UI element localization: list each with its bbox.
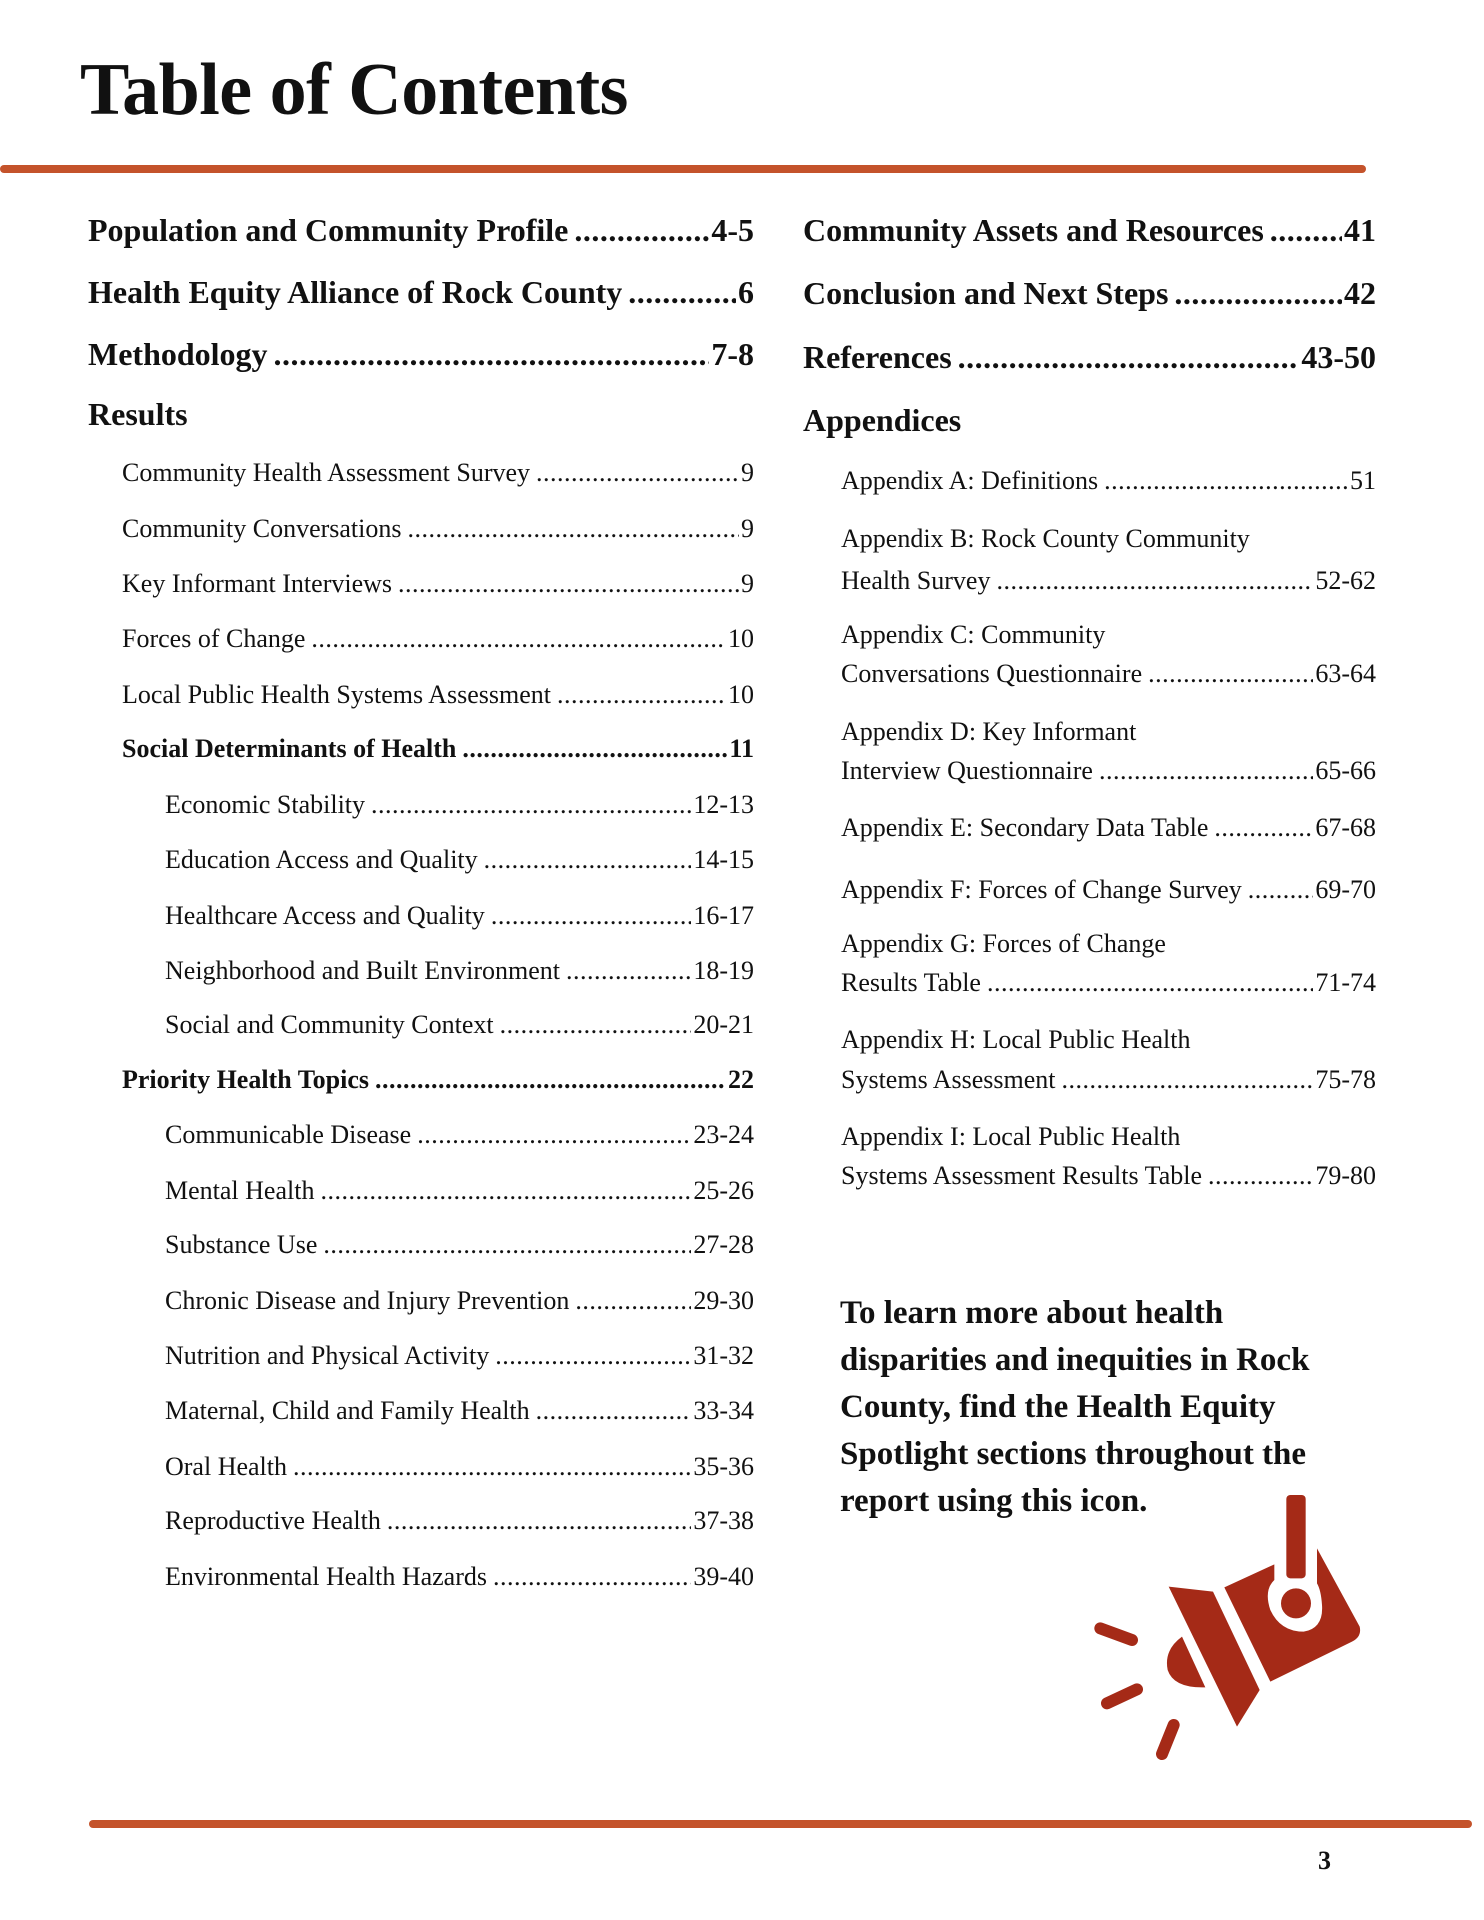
toc-entry-label: Appendix F: Forces of Change Survey [841, 875, 1242, 905]
toc-entry[interactable] [165, 1341, 754, 1373]
toc-entry[interactable] [841, 566, 1376, 598]
toc-page-number: 9 [741, 458, 754, 488]
dot-leader [1208, 1161, 1313, 1191]
dot-leader [1248, 875, 1314, 905]
toc-page-number: 35-36 [693, 1451, 754, 1481]
toc-entry-label: Economic Stability [165, 790, 366, 820]
toc-entry[interactable] [841, 659, 1376, 691]
toc-entry-label: Health Equity Alliance of Rock County [88, 274, 623, 311]
dot-leader [274, 336, 710, 373]
toc-page-number: 71-74 [1315, 967, 1376, 997]
toc-page-number: 37-38 [693, 1506, 754, 1536]
toc-page-number: 52-62 [1315, 566, 1376, 596]
dot-leader [566, 956, 691, 986]
toc-page-number: 79-80 [1315, 1161, 1376, 1191]
dot-leader [375, 1065, 726, 1095]
top-divider [0, 165, 1366, 173]
dot-leader [320, 1176, 691, 1206]
toc-entry-label: Mental Health [165, 1175, 315, 1205]
toc-page-number: 67-68 [1315, 813, 1376, 843]
toc-entry[interactable] [841, 875, 1376, 907]
toc-entry[interactable] [803, 212, 1376, 252]
toc-entry[interactable] [122, 514, 754, 546]
toc-page-number: 4-5 [711, 212, 754, 249]
toc-entry-label: Community Conversations [122, 514, 402, 544]
toc-page-number: 75-78 [1315, 1065, 1376, 1095]
dot-leader [462, 734, 727, 764]
toc-entry[interactable] [841, 1161, 1376, 1193]
toc-page-number: 11 [729, 734, 754, 764]
toc-entry-label: Social Determinants of Health [122, 734, 457, 764]
toc-entry-label: Appendix E: Secondary Data Table [841, 813, 1209, 843]
toc-page-number: 25-26 [693, 1175, 754, 1205]
toc-entry-label: Priority Health Topics [122, 1065, 369, 1095]
toc-entry-label: Environmental Health Hazards [165, 1562, 487, 1592]
toc-page-number: 7-8 [711, 336, 754, 373]
toc-entry[interactable] [841, 1065, 1376, 1097]
dot-leader [1174, 275, 1342, 312]
toc-entry-label: Community Health Assessment Survey [122, 458, 531, 488]
toc-entry-label: Appendix A: Definitions [841, 465, 1099, 495]
toc-entry[interactable] [165, 1506, 754, 1538]
toc-entry-label-line1: Appendix I: Local Public Health [841, 1122, 1181, 1152]
toc-page-number: 9 [741, 514, 754, 544]
dot-leader [495, 1341, 691, 1371]
toc-entry-label: Communicable Disease [165, 1119, 412, 1149]
toc-entry[interactable] [165, 1230, 754, 1262]
dot-leader [491, 901, 692, 931]
toc-entry-label-line1: Appendix D: Key Informant [841, 717, 1137, 747]
toc-entry-label: Healthcare Access and Quality [165, 900, 485, 930]
bottom-divider [89, 1820, 1472, 1828]
toc-entry[interactable] [165, 1452, 754, 1484]
dot-leader [484, 845, 692, 875]
toc-entry-label-line1: Appendix C: Community [841, 619, 1106, 649]
toc-page-number: 14-15 [693, 844, 754, 874]
toc-entry-label: Population and Community Profile [88, 212, 569, 249]
page-title: Table of Contents [80, 49, 628, 131]
toc-entry[interactable] [122, 458, 754, 490]
toc-page-number: 42 [1344, 275, 1376, 312]
toc-entry[interactable] [122, 1065, 754, 1097]
dot-leader [536, 1396, 692, 1426]
toc-page-number: 33-34 [693, 1395, 754, 1425]
dot-leader [500, 1010, 692, 1040]
dot-leader [536, 458, 739, 488]
toc-page-number: 41 [1344, 212, 1376, 249]
dot-leader [958, 339, 1300, 376]
dot-leader [493, 1562, 691, 1592]
page-number: 3 [1318, 1846, 1331, 1875]
toc-page-number: 10 [728, 679, 754, 709]
toc-entry[interactable] [803, 275, 1376, 315]
toc-entry[interactable] [165, 790, 754, 822]
dot-leader [628, 274, 736, 311]
toc-entry-label: Conversations Questionnaire [841, 658, 1143, 688]
toc-entry[interactable] [165, 1562, 754, 1594]
toc-entry[interactable] [165, 956, 754, 988]
dot-leader [574, 212, 709, 249]
toc-entry[interactable] [803, 339, 1376, 379]
toc-entry[interactable] [165, 1176, 754, 1208]
toc-page-number: 43-50 [1301, 338, 1376, 375]
dot-leader [1214, 813, 1313, 843]
toc-entry-label: Education Access and Quality [165, 844, 478, 874]
toc-page-number: 22 [728, 1065, 754, 1095]
dot-leader [293, 1452, 691, 1482]
toc-entry[interactable] [88, 274, 754, 314]
toc-page-number: 6 [738, 274, 754, 311]
dot-leader [371, 790, 691, 820]
dot-leader [387, 1506, 691, 1536]
toc-entry-label: Methodology [88, 336, 268, 373]
toc-entry-label: References [803, 338, 952, 375]
toc-entry[interactable] [841, 968, 1376, 1000]
toc-page-number: 10 [728, 623, 754, 653]
dot-leader [1099, 756, 1313, 786]
toc-page-number: 63-64 [1315, 658, 1376, 688]
dot-leader [557, 680, 726, 710]
dot-leader [323, 1230, 691, 1260]
toc-entry[interactable] [841, 466, 1376, 498]
toc-entry-label: Systems Assessment Results Table [841, 1161, 1202, 1191]
toc-entry-label: Conclusion and Next Steps [803, 275, 1169, 312]
toc-page-number: 65-66 [1315, 756, 1376, 786]
toc-entry-label: Substance Use [165, 1230, 318, 1260]
toc-page-number: 16-17 [693, 900, 754, 930]
toc-entry[interactable] [165, 1120, 754, 1152]
toc-entry[interactable] [122, 569, 754, 601]
toc-entry[interactable] [165, 901, 754, 933]
toc-entry-label: Chronic Disease and Injury Prevention [165, 1286, 570, 1316]
toc-entry[interactable] [122, 680, 754, 712]
dot-leader [417, 1120, 691, 1150]
toc-entry-label: Systems Assessment [841, 1065, 1056, 1095]
toc-entry[interactable] [88, 212, 754, 252]
toc-entry-label: Local Public Health Systems Assessment [122, 679, 551, 709]
toc-entry-label: Neighborhood and Built Environment [165, 955, 561, 985]
toc-entry-label: Interview Questionnaire [841, 756, 1093, 786]
toc-entry-label: Results [88, 395, 188, 432]
toc-entry[interactable] [841, 756, 1376, 788]
toc-entry[interactable] [122, 734, 754, 766]
toc-entry-label: Results Table [841, 967, 981, 997]
toc-entry-label: Key Informant Interviews [122, 568, 393, 598]
dot-leader [1148, 659, 1313, 689]
dot-leader [408, 514, 740, 544]
toc-page-number: 27-28 [693, 1230, 754, 1260]
spotlight-icon [1050, 1450, 1484, 1800]
toc-entry-label: Health Survey [841, 566, 991, 596]
dot-leader [1104, 466, 1348, 496]
toc-entry-label-line1: Appendix G: Forces of Change [841, 928, 1166, 958]
toc-entry-label-line1: Appendix B: Rock County Community [841, 523, 1250, 553]
toc-page-number: 69-70 [1315, 875, 1376, 905]
toc-entry[interactable] [841, 813, 1376, 845]
dot-leader [1270, 212, 1342, 249]
toc-entry-label: Nutrition and Physical Activity [165, 1341, 490, 1371]
dot-leader [996, 566, 1313, 596]
dot-leader [1062, 1065, 1314, 1095]
dot-leader [987, 968, 1313, 998]
toc-page-number: 9 [741, 568, 754, 598]
toc-page-number: 20-21 [693, 1010, 754, 1040]
toc-page-number: 12-13 [693, 790, 754, 820]
toc-page-number: 39-40 [693, 1562, 754, 1592]
toc-entry[interactable] [122, 624, 754, 656]
dot-leader [575, 1286, 691, 1316]
toc-entry[interactable] [165, 1286, 754, 1318]
toc-section-heading [803, 402, 1376, 442]
toc-entry-label: Appendices [803, 401, 962, 438]
toc-entry-label: Community Assets and Resources [803, 212, 1264, 249]
toc-entry[interactable] [165, 1010, 754, 1042]
toc-entry-label-line1: Appendix H: Local Public Health [841, 1024, 1191, 1054]
toc-page-number: 18-19 [693, 955, 754, 985]
toc-page-number: 29-30 [693, 1286, 754, 1316]
toc-page-number: 23-24 [693, 1119, 754, 1149]
toc-entry-label: Reproductive Health [165, 1506, 381, 1536]
toc-entry[interactable] [165, 845, 754, 877]
dot-leader [311, 624, 726, 654]
toc-entry-label: Forces of Change [122, 623, 306, 653]
toc-entry[interactable] [165, 1396, 754, 1428]
toc-page-number: 51 [1350, 465, 1376, 495]
toc-entry-label: Maternal, Child and Family Health [165, 1395, 530, 1425]
dot-leader [398, 569, 739, 599]
toc-entry[interactable] [88, 336, 754, 376]
toc-entry-label: Social and Community Context [165, 1010, 494, 1040]
toc-section-heading [88, 396, 754, 436]
toc-page-number: 31-32 [693, 1341, 754, 1371]
health-equity-callout: To learn more about health disparities and inequities in Rock County, find the Health Equity Spotlight sections throughout the report using this icon. [840, 1295, 1310, 1519]
toc-entry-label: Oral Health [165, 1451, 288, 1481]
